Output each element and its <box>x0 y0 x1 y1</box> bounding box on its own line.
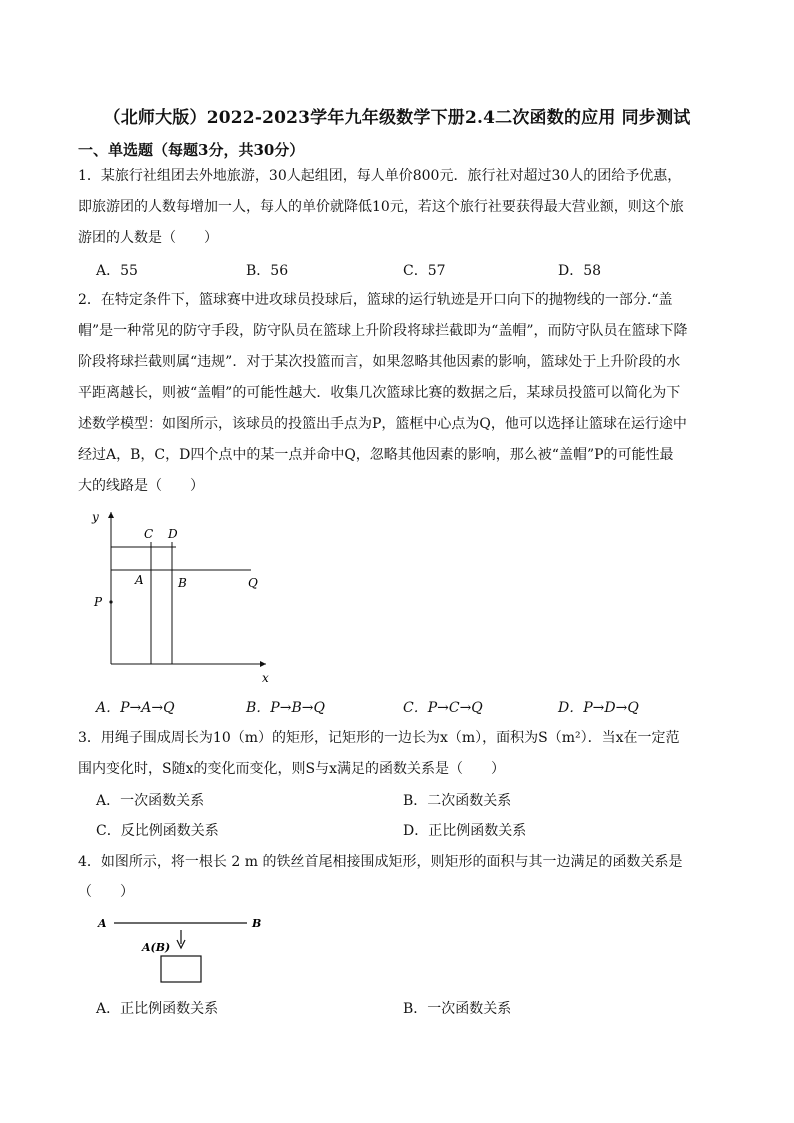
q2-option-c: C．P→C→Q <box>403 700 483 716</box>
q1-option-c: C．57 <box>403 263 446 279</box>
q4-option-a: A．正比例函数关系 <box>96 1001 219 1017</box>
q4-line-1: 4．如图所示，将一根长 2 m 的铁丝首尾相接围成矩形，则矩形的面积与其一边满足的函数关系是 <box>78 854 683 870</box>
q1-line-3: 游团的人数是（ ） <box>78 230 218 246</box>
label-d: D <box>168 527 178 541</box>
label-a: A <box>98 917 107 930</box>
label-y: y <box>92 510 99 524</box>
q1-line-2: 即旅游团的人数每增加一人，每人的单价就降低10元，若这个旅行社要获得最大营业额，则这个旅 <box>78 199 684 215</box>
label-x: x <box>262 671 269 685</box>
q2-figure <box>86 502 276 692</box>
label-p: P <box>94 595 103 609</box>
q2-line-1: 2．在特定条件下，篮球赛中进攻球员投球后，篮球的运行轨迹是开口向下的抛物线的一部分.“盖 <box>78 292 673 308</box>
q4-figure <box>92 908 282 988</box>
q3-line-1: 3．用绳子围成周长为10（m）的矩形，记矩形的一边长为x（m），面积为S（m²）．当x在一定范 <box>78 730 680 746</box>
q2-line-6: 经过A，B，C，D四个点中的某一点并命中Q，忽略其他因素的影响，那么被“盖帽”P的可能性最 <box>78 447 674 463</box>
q2-line-2: 帽”是一种常见的防守手段，防守队员在篮球上升阶段将球拦截即为“盖帽”，而防守队员在篮球下降 <box>78 323 688 339</box>
rectangle-shape <box>161 956 201 982</box>
label-q: Q <box>248 576 258 590</box>
label-c: C <box>144 527 154 541</box>
q4-line-2: （ ） <box>78 884 134 900</box>
q3-option-d: D．正比例函数关系 <box>403 823 527 839</box>
label-a: A <box>135 573 144 587</box>
q2-option-d: D．P→D→Q <box>558 700 639 716</box>
q2-line-3: 阶段将球拦截则属“违规”．对于某次投篮而言，如果忽略其他因素的影响，篮球处于上升阶段的水 <box>78 354 681 370</box>
q4-option-b: B．一次函数关系 <box>403 1001 512 1017</box>
point-p <box>109 600 112 603</box>
q2-line-4: 平距离越长，则被“盖帽”的可能性越大．收集几次篮球比赛的数据之后，某球员投篮可以简化为下 <box>78 385 681 401</box>
q2-option-a: A．P→A→Q <box>96 700 175 716</box>
q3-line-2: 围内变化时，S随x的变化而变化，则S与x满足的函数关系是（ ） <box>78 761 505 777</box>
q2-line-7: 大的线路是（ ） <box>78 478 204 494</box>
label-b: B <box>178 576 187 590</box>
q2-line-5: 述数学模型：如图所示，该球员的投篮出手点为P，篮框中心点为Q，他可以选择让篮球在运行途中 <box>78 416 687 432</box>
q1-option-b: B．56 <box>246 263 289 279</box>
label-ab: A(B) <box>142 941 171 954</box>
q1-option-d: D．58 <box>558 263 602 279</box>
page-title: （北师大版）2022-2023学年九年级数学下册2.4二次函数的应用 同步测试 <box>103 108 691 128</box>
q1-option-a: A．55 <box>96 263 138 279</box>
q3-option-c: C．反比例函数关系 <box>96 823 219 839</box>
q3-option-b: B．二次函数关系 <box>403 793 512 809</box>
section-heading: 一、单选题（每题3分，共30分） <box>78 141 305 159</box>
label-b: B <box>252 917 262 930</box>
q2-option-b: B．P→B→Q <box>246 700 325 716</box>
q1-line-1: 1．某旅行社组团去外地旅游，30人起组团，每人单价800元．旅行社对超过30人的团给予优惠， <box>78 168 682 184</box>
q3-option-a: A．一次函数关系 <box>96 793 205 809</box>
